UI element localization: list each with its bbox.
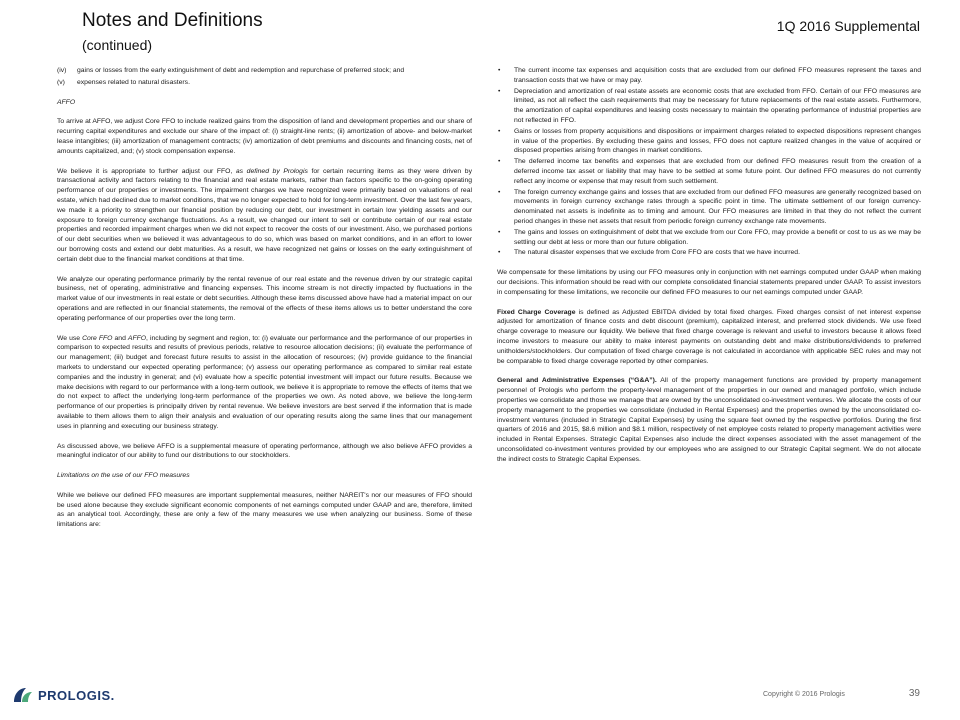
- left-column: [57, 66, 472, 540]
- bullet-icon: •: [498, 127, 501, 135]
- bullet-icon: •: [498, 228, 501, 236]
- item-text: expenses related to natural disasters.: [77, 78, 190, 86]
- numbered-item-iv: [57, 66, 472, 76]
- list-item: • The natural disaster expenses that we exclude from Core FFO are costs that we have incurred.: [498, 249, 800, 257]
- paragraph: As discussed above, we believe AFFO is a supplemental measure of operating performance, although we also believe AFFO provides a meaningful indicator of our ability to fund our distributions to our stockholders.: [57, 442, 472, 460]
- copyright: Copyright © 2016 Prologis: [763, 691, 845, 698]
- bullet-icon: •: [498, 87, 501, 95]
- list-item: • Depreciation and amortization of real estate assets are economic costs that are excluded from FFO. Certain of our FFO measures are limited, as not all reflect the cash requirements that may be necessary for future replacements of the real estate assets. Furthermore, the amortization of capital expenditures and leasing costs necessary to maintain the operating performance of industrial properties are not reflected in FFO.: [498, 87, 921, 124]
- list-item: • Gains or losses from property acquisitions and dispositions or impairment charges related to expected dispositions represent changes in value of the properties. By excluding these gains and losses, FFO does not capture realized changes in the value of acquired or disposed properties arising from changes in market conditions.: [498, 127, 921, 155]
- list-item: • The gains and losses on extinguishment of debt that we exclude from our Core FFO, may provide a benefit or cost to us as we may be settling our debt at less or more than our future obligation.: [498, 228, 921, 246]
- page-number: 39: [908, 688, 920, 699]
- paragraph: We believe it is appropriate to further adjust our FFO, as defined by Prologis for certain recurring items as they were driven by transactional activity and factors relating to the financial and real estate markets, rather than factors specific to the on-going operating performance of our properties or investments. The impairment charges we have recognized were primarily based on valuations of real estate, which had declined due to market conditions, that we no longer expected to hold for long-term investment. Over the last few years, we made it a priority to strengthen our financial position by reducing our debt, our investment in certain low yielding assets and our exposure to foreign currency exchange fluctuations. As a result, we changed our intent to sell or contribute certain of our real estate properties and recorded impairment charges when we did not expect to recover the costs of our investment. Also, we purchased portions of our debt securities when we believed it was advantageous to do so, which was based on market conditions, and in an effort to lower our borrowing costs and extend our debt maturities. As a result, we have recognized net gains or losses on the early extinguishment of certain debt due to the financial market conditions at that time.: [57, 167, 472, 263]
- paragraph: While we believe our defined FFO measures are important supplemental measures, neither NAREIT's nor our measures of FFO should be used alone because they exclude significant economic components of net earnings computed under GAAP and are, therefore, limited as an analytical tool. Accordingly, these are only a few of the many measures we use when analyzing our business. Some of these limitations are:: [57, 491, 472, 529]
- page-subtitle: (continued): [82, 37, 153, 53]
- paragraph: We compensate for these limitations by using our FFO measures only in conjunction with net earnings computed under GAAP when making our decisions. This information should be read with our complete consolidated financial statements prepared under GAAP. To assist investors in compensating for these limitations, we reconcile our defined FFO measures to our net earnings computed under GAAP.: [497, 269, 921, 296]
- list-item: • The deferred income tax benefits and expenses that are excluded from our defined FFO measures result from the creation of a deferred income tax asset or liability that may have to be settled at some future point. Our defined FFO measures do not currently reflect any income or expense that may result from such settlement.: [498, 158, 921, 185]
- supplemental-label: 1Q 2016 Supplemental: [776, 18, 920, 34]
- bullet-icon: •: [498, 249, 501, 257]
- prologis-logo: [12, 686, 115, 704]
- limitations-list: [497, 66, 921, 258]
- paragraph: We use Core FFO and AFFO, including by segment and region, to: (i) evaluate our performance and the performance of our properties in comparison to expected results and results of previous periods, relative to resource allocation decisions; (ii) evaluate the performance of our management; (iii) budget and forecast future results to assist in the allocation of resources; (iv) provide guidance to the financial markets to understand our expected operating performance; (v) assess our operating performance as compared to similar real estate companies and the industry in general; and (vi) evaluate how a specific potential investment will impact our future results. Because we make decisions with regard to our performance with a long-term outlook, we believe it is appropriate to remove the effects of items that we do not expect to affect the underlying long-term performance of the properties we own. As noted above, we believe the long-term performance of our properties is principally driven by rental revenue. We believe investors are best served if the information that is made available to them allows them to align their analysis and evaluation of our operating results along the same lines that our management uses in planning and executing our business strategy.: [57, 334, 472, 430]
- fixed-charge-coverage-definition: Fixed Charge Coverage is defined as Adjusted EBITDA divided by total fixed charges. Fixed charges consist of net interest expense adjusted for amortization of finance costs and debt discount (premium), capitalized interest, and preferred stock dividends. We use fixed charge coverage to measure our liquidity. We believe that fixed charge coverage is relevant and useful to investors because it allows fixed income investors to measure our ability to make interest payments on outstanding debt and make distributions/dividends to preferred unitholders/stockholders. Our computation of fixed charge coverage is not calculated in accordance with applicable SEC rules and may not be comparable to fixed charge coverage reported by other companies.: [497, 308, 921, 365]
- ga-definition: General and Administrative Expenses (“G&A”). All of the property management functions are provided by property management personnel of Prologis who perform the property-level management of the properties in our owned and managed portfolio, which include properties we consolidate and those we manage that are owned by the unconsolidated co-investment ventures. We allocate the costs of our property management to the properties we consolidate (included in Rental Expenses) and the properties owned by the unconsolidated co-investment ventures (included in Strategic Capital Expenses) by using the square feet owned by the respective portfolios. During the first quarters of 2016 and 2015, $8.6 million and $8.1 million, respectively of net employee costs related to property management activities were included in Rental Expenses. Strategic Capital Expenses also include the direct expenses associated with the asset management of the unconsolidated co-investment ventures provided by our employees who are assigned to our Strategic Capital segment. We do not allocate the indirect costs to Strategic Capital Expenses.: [497, 377, 921, 463]
- item-number: (iv): [57, 67, 67, 74]
- right-column: [497, 66, 921, 474]
- prologis-logo-icon: [12, 686, 34, 704]
- bullet-icon: •: [498, 158, 501, 166]
- item-number: (v): [57, 78, 65, 86]
- limitations-heading: Limitations on the use of our FFO measures: [57, 472, 190, 480]
- page-title: Notes and Definitions: [82, 10, 263, 31]
- list-item: • The current income tax expenses and acquisition costs that are excluded from our defined FFO measures represent the taxes and transaction costs that we have or may pay.: [498, 67, 921, 84]
- item-text: gains or losses from the early extinguishment of debt and redemption and repurchase of preferred stock; and: [77, 67, 405, 74]
- term: Fixed Charge Coverage: [497, 308, 576, 316]
- list-item: • The foreign currency exchange gains and losses that are excluded from our defined FFO measures are generally recognized based on movements in foreign currency exchange rates through a specific point in time. The ultimate settlement of our foreign currency-denominated net assets is indefinite as to timing and amount. Our FFO measures are limited in that they do not reflect the current period changes in these net assets that result from periodic foreign currency exchange rate movements.: [498, 188, 921, 225]
- numbered-item-v: [57, 78, 472, 88]
- term: General and Administrative Expenses (“G&A”).: [497, 377, 657, 385]
- paragraph: To arrive at AFFO, we adjust Core FFO to include realized gains from the disposition of land and development properties and our share of recurring capital expenditures and exclude our share of the impact of: (i) straight-line rents; (ii) amortization of above- and below-market lease intangibles; (iii) amortization of management contracts; (iv) amortization of debt premiums and discounts and financing costs, net of amounts capitalized, and; (v) stock compensation expense.: [57, 118, 472, 155]
- bullet-icon: •: [498, 67, 501, 74]
- affo-heading: AFFO: [57, 98, 76, 106]
- logo-text: PROLOGIS.: [38, 687, 115, 703]
- bullet-icon: •: [498, 188, 501, 196]
- paragraph: We analyze our operating performance primarily by the rental revenue of our real estate and the revenue driven by our strategic capital business, net of operating, administrative and financing expenses. This income stream is not directly impacted by fluctuations in the market value of our investments in real estate or debt securities. Although these items discussed above have had a material impact on our operations and are reflected in our financial statements, the removal of the effects of these items allows us to better understand the core operating performance of our properties over the long term.: [57, 275, 472, 322]
